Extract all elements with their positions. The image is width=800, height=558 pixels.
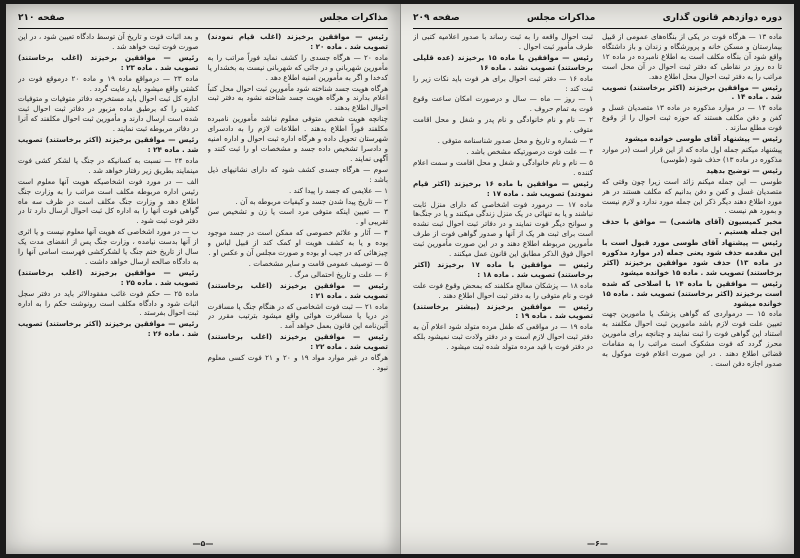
paragraph: ۶ — علت و تاریخ احتمالی مرگ .: [289, 269, 388, 279]
left-page-left-column: [18, 32, 199, 532]
paragraph: ۳ — شماره و تاریخ و محل صدور شناسنامه متوفی .: [437, 136, 593, 146]
paragraph: رئیس — توضیح بدهید: [706, 165, 782, 175]
left-page-header: [18, 10, 388, 26]
right-page-session-title: دوره دوازدهم قانون گذاری: [662, 13, 782, 23]
left-page-journal-title: مذاکرات مجلس: [319, 13, 388, 23]
left-page-folio: —۵—: [192, 539, 214, 548]
paragraph: ثبت احوال واقعه را به ثبت رساند با صدور اعلامیه کتبی از طرف مأمور ثبت احوال .: [413, 32, 593, 51]
right-page-left-column: [413, 32, 593, 532]
paragraph: رئیس — موافقین برخیزند (اغلب برخاستند) تصویب شد . ماده ۲۵ :: [18, 267, 199, 287]
paragraph: رئیس — موافقین برخیزند (اغلب قیام نمودند) تصویب شد . ماده ۲۰ :: [207, 32, 388, 51]
paragraph: چنانچه هویت شخص متوفی معلوم نباشد مأمورین نامبرده مکلفند فوراً اطلاع بدهند . اطلاعات لازم را به دادسرای شهرستان تحویل داده و هرگاه اداره ثبت احوال و اداره امنیه و دادسرا تشخیص داده جسد و مشخصات او را ثبت کنند و آگهی نمایند .: [207, 114, 388, 163]
paragraph: ۲ — نام و نام خانوادگی و نام پدر و شغل و محل اقامت متوفی .: [413, 115, 593, 135]
right-page-folio: —۶—: [587, 539, 608, 548]
paragraph: رئیس — موافقین با ماده ۱۴ با اصلاحی که شده است برخیزند (اکثر برخاستند) تصویب شد . ماده ۱۵ خوانده میشود: [602, 278, 782, 308]
paragraph: ۴ — آثار و علائم خصوصی که ممکن است در جسد موجود بوده و یا به کشف هویت او کمک کند از قبیل لباس و چیزهائی که در جیب او بوده و صورت مجلس آن و عکس او .: [207, 228, 388, 258]
paragraph: ۵ — نام و نام خانوادگی و شغل و محل اقامت و سمت اعلام کننده .: [413, 157, 593, 177]
paragraph: رئیس — موافقین برخیزند (بیشتر برخاستند) تصویب شد . ماده ۱۹ :: [413, 301, 593, 321]
paragraph: ماده ۱۴ — در موارد مذکوره در ماده ۱۳ متصدیان غسل و کفن و دفن مکلف هستند که حوزه ثبت احوال را از وقوع فوت مطلع سازند .: [602, 103, 782, 133]
paragraph: ماده ۲۴ — نسبت به کسانیکه در جنگ یا لشکر کشی فوت مینمایند بطریق زیر رفتار خواهد شد .: [18, 155, 199, 175]
left-page-right-column: [208, 32, 389, 532]
right-page-columns: [413, 32, 782, 532]
paragraph: ۱ — روز — ماه — سال و درصورت امکان ساعت وقوع فوت به تمام حروف .: [413, 94, 593, 114]
paragraph: ۲ — تاریخ پیدا شدن جسد و کیفیات مربوطه به آن .: [235, 196, 388, 206]
paragraph: ماده ۲۳ — درمواقع ماده ۱۹ و ماده ۲۰ درموقع فوت در کشتی واقع میشود باید رعایت گردد .: [18, 73, 199, 93]
paragraph: الف — در مورد فوت اشخاصیکه هویت آنها معلوم است رئیس اداره مربوطه مکلف است مراتب را به وزارت جنگ اطلاع دهد و وزارت جنگ مکلف است در ظرف سه ماه گواهی فوت آنها را به اداره کل ثبت احوال ارسال دارد تا در دفتر فوت ثبت شود .: [18, 176, 199, 226]
paragraph: ماده ۱۸ — پزشکان معالج مکلفند که بمحض وقوع فوت علت فوت و نام متوفی را به دفتر ثبت احوال اطلاع دهند .: [413, 280, 593, 300]
left-page-header-rule: [18, 28, 388, 29]
paragraph: مخبر کمیسیون (آقای هاشمی) — موافق با حذف این جمله هستیم .: [602, 217, 782, 237]
paragraph: ماده ۱۳ — هرگاه فوت در یکی از بنگاه‌های عمومی از قبیل بیمارستان و مسکن خانه و پرورشگاه و زندان و باز داشتگاه واقع شود آن بنگاه مکلف است به اطلاع نامبرده در ماده ۱۲ تا ده روز در نقاطی که دفتر ثبت احوال در آن محل است مراتب را به دفتر ثبت احوال محل اطلاع دهد.: [602, 32, 782, 81]
paragraph: رئیس — موافقین با ماده ۱۵ برخیزند (عده قلیلی برخاستند) تصویب نشد . ماده ۱۶: [413, 52, 593, 72]
paragraph: طوسی — این جمله میکنم زائد است زیرا چون وقتی که متصدیان غسل و کفن و دفن بدانیم که مکلف هستند در هر مورد اطلاع دهند دیگر ذکر این جمله مورد ندارد و لازم نیست و بمورد هم نیست .: [602, 176, 782, 216]
right-page: [400, 4, 794, 554]
paragraph: رئیس — موافقین برخیزند (اغلب برخاستند) تصویب شد . ماده ۲۲ :: [207, 332, 388, 352]
right-page-right-column: [602, 32, 782, 532]
paragraph: ماده ۱۹ — در مواقعی که طفل مرده متولد شود اعلام آن به دفتر ثبت احوال لازم است و در دفتر ولادت ثبت نمیشود بلکه در دفتر فوت با قید مرده متولد شده ثبت میشود .: [413, 322, 593, 352]
paragraph: رئیس — موافقین با ماده ۱۶ برخیزند (اکثر قیام نمودند) تصویب شد . ماده ۱۷ :: [413, 178, 593, 198]
left-page-columns: [18, 32, 388, 532]
left-page: [6, 4, 400, 554]
paragraph: ۱ — علایمی که جسد را پیدا کند .: [288, 185, 388, 195]
right-page-number: صفحه ۲۰۹: [413, 13, 460, 23]
paragraph: سوم — هرگاه جسدی کشف شود که دارای نشانیهای ذیل باشد :: [207, 164, 388, 184]
book-spread: [6, 4, 794, 554]
paragraph: رئیس — موافقین برخیزند (اغلب برخاستند) تصویب شد . ماده ۲۳ :: [18, 52, 199, 72]
paragraph: رئیس — موافقین برخیزند (اغلب برخاستند) تصویب شد . ماده ۲۱ :: [207, 280, 388, 300]
paragraph: و بعد اثبات فوت و تاریخ آن توسط دادگاه تعیین شود ، در این صورت فوت ثبت خواهد شد .: [18, 32, 199, 51]
paragraph: رئیس — پیشنهاد آقای طوسی خوانده میشود: [624, 134, 782, 144]
paragraph: ماده ۲۵ — حکم فوت غائب مفقودالاثر باید در دفتر سجل اثبات شود و دادگاه مکلف است رونوشت حکم را به اداره ثبت احوال بفرستد .: [18, 288, 199, 318]
right-page-header-rule: [413, 28, 782, 29]
paragraph: رئیس — موافقین برخیزند (اکثر برخاستند) تصویب شد . ماده ۲۶ :: [18, 319, 199, 339]
paragraph: ماده ۲۰ — هرگاه جسدی را کشف نماید فوراً مراتب را به مأمورین شهربانی و در جائی که شهربانی نیست به بخشدار یا کدخدا و اگر به مأمورین امنیه اطلاع دهد .: [207, 52, 388, 82]
paragraph: ماده ۱۶ — دفتر ثبت احوال برای هر فوت باید نکات زیر را ثبت کند :: [413, 73, 593, 93]
paragraph: اداره کل ثبت احوال باید مستخرجه دفاتر متوفیات و متوفیات کشتی را که برطبق ماده مزبور در دفاتر ثبت احوال ثبت شده است ارسال دارند و مأمورین ثبت احوال مکلفند که آنرا در دفاتر مربوطه ثبت نمایند .: [18, 94, 199, 134]
paragraph: ب — در مورد اشخاصی که هویت آنها معلوم نیست و یا اثری از آنها بدست نیامده ، وزارت جنگ پس از انقضای مدت یک سال از تاریخ ختم جنگ یا لشکرکشی فهرست اسامی آنها را به دادگاه صالحه ارسال خواهد داشت .: [18, 227, 199, 266]
paragraph: ماده ۱۷ — درمورد فوت اشخاصی که دارای منزل ثابت نباشند و یا به تنهائی در یک منزل زندگی میکنند و یا در جنگ‌ها و سوانح دیگر فوت نمایند و در دفاتر ثبت احوال ثبت نشده است برای ثبت هر یک از آنها و صدور گواهی فوت از طرف مأمورین مربوطه اطلاع دهند و در این صورت مأمورین ثبت احوال فوق الذکر مطابق این قانون عمل میکنند .: [413, 199, 593, 259]
paragraph: رئیس — پیشنهاد آقای طوسی مورد قبول است با این مقدمه حذف شود یعنی جمله (در موارد مذکوره در ماده ۱۳) حذف شود موافقین برخیزند (اکثر برخاستند) تصویب شد . ماده ۱۵ خوانده میشود: [602, 238, 782, 277]
paragraph: پیشنهاد میکنم جمله اول ماده که از این قرار است (در موارد مذکوره در ماده ۱۳) حذف شود (طوسی): [602, 144, 782, 164]
paragraph: هرگاه در غیر موارد مواد ۱۹ و ۲۰ و ۲۱ فوت کسی معلوم نبود .: [207, 353, 388, 372]
paragraph: ۵ — توصیف عمومی قامت و سایر مشخصات .: [248, 258, 388, 268]
left-page-number: صفحه ۲۱۰: [18, 13, 65, 23]
paragraph: رئیس — موافقین با ماده ۱۷ برخیزند (اکثر برخاستند) تصویب شد . ماده ۱۸ :: [413, 259, 593, 279]
paragraph: ماده ۱۵ — درمواردی که گواهی پزشک یا مامورین جهت تعیین علت فوت لازم باشد مامورین ثبت احوال مکلفند به استناد این گواهی فوت را ثبت نمایند و چنانچه برای مامورین محرز گردد که فوت مشکوک است مراتب را به مقامات قضائی اطلاع دهند . در این صورت اعلام فوت موکول به صدور اجازه دفن است .: [602, 309, 782, 368]
paragraph: ماده ۲۱ — ثبت فوت اشخاصی که در هنگام جنگ یا مسافرت در دریا یا مسافرت هوائی واقع میشود بترتیب مقرر در آئین‌نامه این قانون بعمل خواهد آمد .: [207, 301, 388, 331]
right-page-journal-title: مذاکرات مجلس: [526, 13, 596, 23]
paragraph: رئیس — موافقین برخیزند (اکثر برخاستند) تصویب شد . ماده ۱۴ .: [602, 82, 782, 102]
paragraph: ۳ — تعیین اینکه متوفی مرد است یا زن و تشخیص سن تقریبی او .: [207, 207, 388, 227]
paragraph: رئیس — موافقین برخیزند (اکثر برخاستند) تصویب شد . ماده ۲۴ :: [18, 135, 199, 154]
paragraph: ۴ — علت فوت درصورتیکه مشخص باشد .: [466, 146, 593, 156]
paragraph: هرگاه هویت جسد شناخته شود مأمورین ثبت احوال محل کتباً اعلام بدارند و هرگاه هویت جسد شناخته نشود به دفتر ثبت احوال اطلاع بدهند .: [207, 83, 388, 113]
right-page-header: [413, 10, 782, 26]
